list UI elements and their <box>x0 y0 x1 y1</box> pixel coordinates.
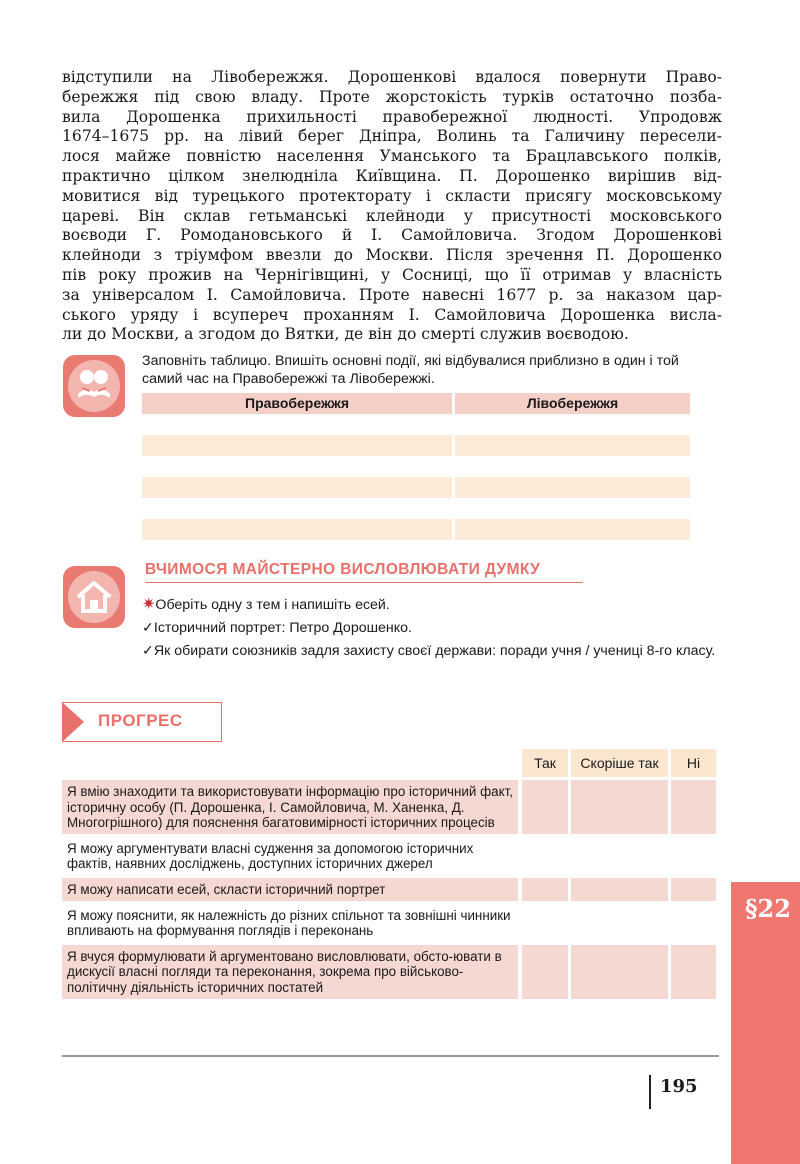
rather-yes-cell[interactable] <box>571 878 668 901</box>
table-cell[interactable] <box>142 435 452 456</box>
essay-section-heading: ВЧИМОСЯ МАЙСТЕРНО ВИСЛОВЛЮВАТИ ДУМКУ <box>145 561 583 583</box>
table-bottom-rule <box>62 1055 719 1057</box>
group-work-icon <box>63 355 125 417</box>
yes-cell[interactable] <box>522 780 568 834</box>
table-row <box>62 837 719 875</box>
column-header-no: Ні <box>671 749 716 777</box>
progress-statement: Я вчуся формулювати й аргументовано висловлювати, обсто-ювати в дискусії власні погляди та переконання, зокрема про військово-політичну діяльність історичних постатей <box>62 945 518 999</box>
no-cell[interactable] <box>671 904 716 942</box>
rather-yes-cell[interactable] <box>571 904 668 942</box>
table-cell[interactable] <box>455 519 690 540</box>
no-cell[interactable] <box>671 837 716 875</box>
essay-topic: ✓Історичний портрет: Петро Дорошенко. <box>142 620 412 636</box>
table-row <box>142 477 690 498</box>
paragraph-line: ли до Москви, а згодом до Вятки, де він до смерті служив воєводою. <box>62 325 629 344</box>
no-cell[interactable] <box>671 878 716 901</box>
column-header-left-bank: Лівобережжя <box>455 393 690 414</box>
star-icon: ✷ <box>142 596 156 613</box>
paragraph-line: мовитися від турецького протекторату і скласти присягу московському <box>62 186 722 205</box>
progress-statement: Я можу пояснити, як належність до різних спільнот та зовнішні чинники впливають на формування поглядів і переконань <box>62 904 518 942</box>
essay-topic-list <box>142 596 722 665</box>
yes-cell[interactable] <box>522 904 568 942</box>
no-cell[interactable] <box>671 780 716 834</box>
table-header-row <box>142 393 690 414</box>
yes-cell[interactable] <box>522 878 568 901</box>
table-row <box>142 519 690 540</box>
progress-statement: Я можу аргументувати власні судження за допомогою історичних фактів, наявних досліджень, доступних історичних джерел <box>62 837 518 875</box>
table-cell[interactable] <box>455 477 690 498</box>
column-header-rather-yes: Скоріше так <box>571 749 668 777</box>
page-number-divider <box>649 1075 651 1109</box>
paragraph-line: воєводи Г. Ромодановського й І. Самойловича. Згодом Дорошенкові <box>62 226 722 245</box>
paragraph-line: цареві. Він склав гетьманські клейноди у присутності московського <box>62 206 722 225</box>
table-cell[interactable] <box>142 477 452 498</box>
table-cell[interactable] <box>142 519 452 540</box>
progress-header-row <box>62 749 719 777</box>
paragraph-line: ського уряду і всупереч проханням І. Самойловича Дорошенка висла- <box>62 305 722 324</box>
rather-yes-cell[interactable] <box>571 837 668 875</box>
essay-intro: ✷Оберіть одну з тем і напишіть есей. <box>142 596 390 613</box>
table-cell[interactable] <box>455 435 690 456</box>
paragraph-line: 1674–1675 рр. на лівий берег Дніпра, Волинь та Галичину пересели- <box>62 127 722 146</box>
no-cell[interactable] <box>671 945 716 999</box>
paragraph-line: за універсалом І. Самойловича. Проте навесні 1677 р. за наказом цар- <box>62 285 722 304</box>
section-tab-label: §22 <box>745 894 791 923</box>
table-row <box>62 945 719 999</box>
essay-topic: ✓Як обирати союзників задля захисту своєї держави: поради учня / учениці 8-го класу. <box>142 643 716 659</box>
rather-yes-cell[interactable] <box>571 945 668 999</box>
paragraph-line: практично цілком знелюдніла Київщина. П. Дорошенко вирішив від- <box>62 166 722 185</box>
progress-table <box>62 749 719 1002</box>
table-row <box>142 435 690 456</box>
events-table <box>142 393 690 561</box>
paragraph-line: вила Дорошенка прихильності правобережної людності. Упродовж <box>62 107 722 126</box>
rather-yes-cell[interactable] <box>571 780 668 834</box>
main-paragraph <box>62 68 722 345</box>
checkmark-icon: ✓ <box>142 643 154 659</box>
yes-cell[interactable] <box>522 945 568 999</box>
progress-label: ПРОГРЕС <box>62 702 222 742</box>
table-row <box>62 878 719 901</box>
paragraph-line: відступили на Лівобережжя. Дорошенкові вдалося повернути Право- <box>62 68 722 86</box>
home-task-icon <box>63 566 125 628</box>
column-header-yes: Так <box>522 749 568 777</box>
section-tab <box>731 882 800 1164</box>
progress-statement: Я вмію знаходити та використовувати інформацію про історичний факт, історичну особу (П. Дорошенка, І. Самойловича, М. Ханенка, Д. Многогрішного) для пояснення багатовимірності історичних процесів <box>62 780 518 834</box>
yes-cell[interactable] <box>522 837 568 875</box>
progress-statement: Я можу написати есей, скласти історичний портрет <box>62 878 518 901</box>
paragraph-line: пів року прожив на Чернігівщині, у Сосниці, що її отримав у власність <box>62 265 722 284</box>
page-number: 195 <box>660 1076 698 1097</box>
column-header-right-bank: Правобережжя <box>142 393 452 414</box>
paragraph-line: бережжя під свою владу. Проте жорстокість турків остаточно позба- <box>62 87 722 106</box>
task-text: Заповніть таблицю. Впишіть основні події, які відбувалися приблизно в один і той самий час на Правобережжі та Лівобережжі. <box>142 353 679 387</box>
paragraph-line: клейноди з тріумфом ввезли до Москви. Після зречення П. Дорошенко <box>62 246 722 265</box>
arrow-icon <box>62 702 84 742</box>
checkmark-icon: ✓ <box>142 620 154 636</box>
table-row <box>62 780 719 834</box>
table-row <box>62 904 719 942</box>
paragraph-line: лося майже повністю населення Уманського та Брацлавського полків, <box>62 147 722 166</box>
